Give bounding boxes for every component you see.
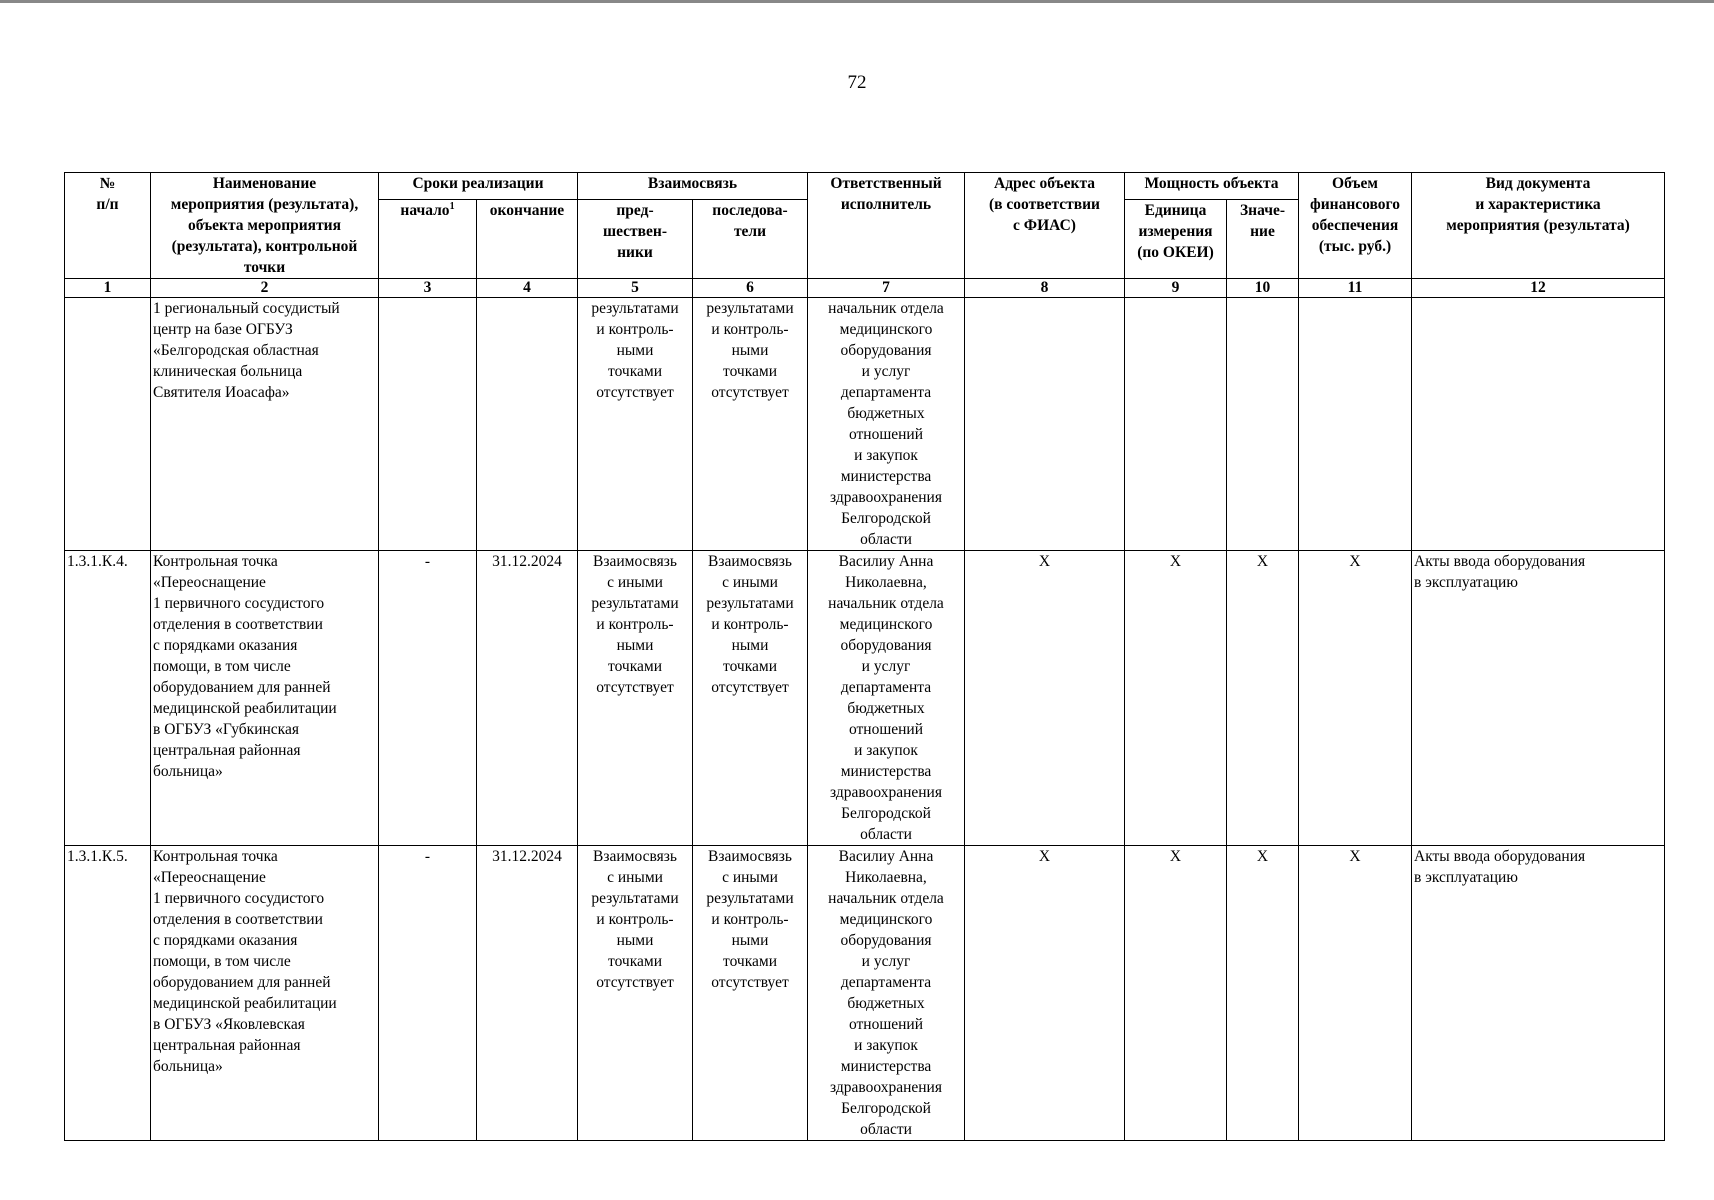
cell-finance: X [1299, 551, 1412, 846]
cell-doc-type: Акты ввода оборудования в эксплуатацию [1412, 551, 1665, 846]
schedule-table [64, 172, 1665, 1141]
cell-end: 31.12.2024 [477, 551, 578, 846]
header-unit: Единица измерения (по ОКЕИ) [1125, 200, 1227, 279]
header-finance: Объем финансового обеспечения (тыс. руб.) [1299, 173, 1412, 279]
table-row [65, 551, 1665, 846]
header-value: Значе- ние [1227, 200, 1299, 279]
column-number: 7 [808, 279, 965, 298]
page-number: 72 [847, 72, 867, 93]
header-capacity: Мощность объекта [1125, 173, 1299, 200]
cell-name: 1 региональный сосудистый центр на базе ОГБУЗ «Белгородская областная клиническая больница Святителя Иоасафа» [151, 298, 379, 551]
column-number: 4 [477, 279, 578, 298]
cell-successors: результатами и контроль- ными точками отсутствует [693, 298, 808, 551]
cell-end [477, 298, 578, 551]
column-number: 9 [1125, 279, 1227, 298]
column-number: 3 [379, 279, 477, 298]
column-number: 1 [65, 279, 151, 298]
cell-responsible: Василиу Анна Николаевна, начальник отдела медицинского оборудования и услуг департамента бюджетных отношений и закупок министерства здравоохранения Белгородской области [808, 551, 965, 846]
header-successors: последова- тели [693, 200, 808, 279]
column-number: 11 [1299, 279, 1412, 298]
column-number: 5 [578, 279, 693, 298]
cell-predecessors: результатами и контроль- ными точками отсутствует [578, 298, 693, 551]
cell-doc-type: Акты ввода оборудования в эксплуатацию [1412, 846, 1665, 1141]
cell-address: X [965, 846, 1125, 1141]
cell-predecessors: Взаимосвязь с иными результатами и контроль- ными точками отсутствует [578, 846, 693, 1141]
column-number: 6 [693, 279, 808, 298]
cell-start: - [379, 551, 477, 846]
column-number: 12 [1412, 279, 1665, 298]
column-number: 8 [965, 279, 1125, 298]
cell-finance [1299, 298, 1412, 551]
cell-start [379, 298, 477, 551]
cell-num: 1.3.1.К.4. [65, 551, 151, 846]
cell-finance: X [1299, 846, 1412, 1141]
table-row [65, 298, 1665, 551]
header-end: окончание [477, 200, 578, 279]
header-address: Адрес объекта (в соответствии с ФИАС) [965, 173, 1125, 279]
cell-end: 31.12.2024 [477, 846, 578, 1141]
header-doc-type: Вид документа и характеристика мероприятия (результата) [1412, 173, 1665, 279]
cell-unit: X [1125, 846, 1227, 1141]
cell-start: - [379, 846, 477, 1141]
footnote-mark: 1 [449, 200, 455, 212]
cell-num [65, 298, 151, 551]
header-predecessors: пред- шествен- ники [578, 200, 693, 279]
header-relation: Взаимосвязь [578, 173, 808, 200]
cell-name: Контрольная точка «Переоснащение 1 первичного сосудистого отделения в соответствии с порядками оказания помощи, в том числе оборудованием для ранней медицинской реабилитации в ОГБУЗ «Яковлевская центральная районная больница» [151, 846, 379, 1141]
header-num: № п/п [65, 173, 151, 279]
cell-responsible: начальник отдела медицинского оборудования и услуг департамента бюджетных отношений и закупок министерства здравоохранения Белгородской области [808, 298, 965, 551]
cell-value: X [1227, 846, 1299, 1141]
cell-predecessors: Взаимосвязь с иными результатами и контроль- ными точками отсутствует [578, 551, 693, 846]
cell-address [965, 298, 1125, 551]
header-name: Наименование мероприятия (результата), объекта мероприятия (результата), контрольной точки [151, 173, 379, 279]
cell-unit: X [1125, 551, 1227, 846]
header-responsible: Ответственный исполнитель [808, 173, 965, 279]
cell-successors: Взаимосвязь с иными результатами и контроль- ными точками отсутствует [693, 846, 808, 1141]
header-start: начало$^1$ [379, 200, 477, 279]
cell-value: X [1227, 551, 1299, 846]
cell-responsible: Василиу Анна Николаевна, начальник отдела медицинского оборудования и услуг департамента бюджетных отношений и закупок министерства здравоохранения Белгородской области [808, 846, 965, 1141]
cell-name: Контрольная точка «Переоснащение 1 первичного сосудистого отделения в соответствии с порядками оказания помощи, в том числе оборудованием для ранней медицинской реабилитации в ОГБУЗ «Губкинская центральная районная больница» [151, 551, 379, 846]
cell-num: 1.3.1.К.5. [65, 846, 151, 1141]
cell-value [1227, 298, 1299, 551]
cell-successors: Взаимосвязь с иными результатами и контроль- ными точками отсутствует [693, 551, 808, 846]
column-number: 2 [151, 279, 379, 298]
cell-address: X [965, 551, 1125, 846]
cell-unit [1125, 298, 1227, 551]
table-row [65, 846, 1665, 1141]
cell-doc-type [1412, 298, 1665, 551]
header-terms: Сроки реализации [379, 173, 578, 200]
scan-border [0, 0, 1714, 3]
column-number: 10 [1227, 279, 1299, 298]
